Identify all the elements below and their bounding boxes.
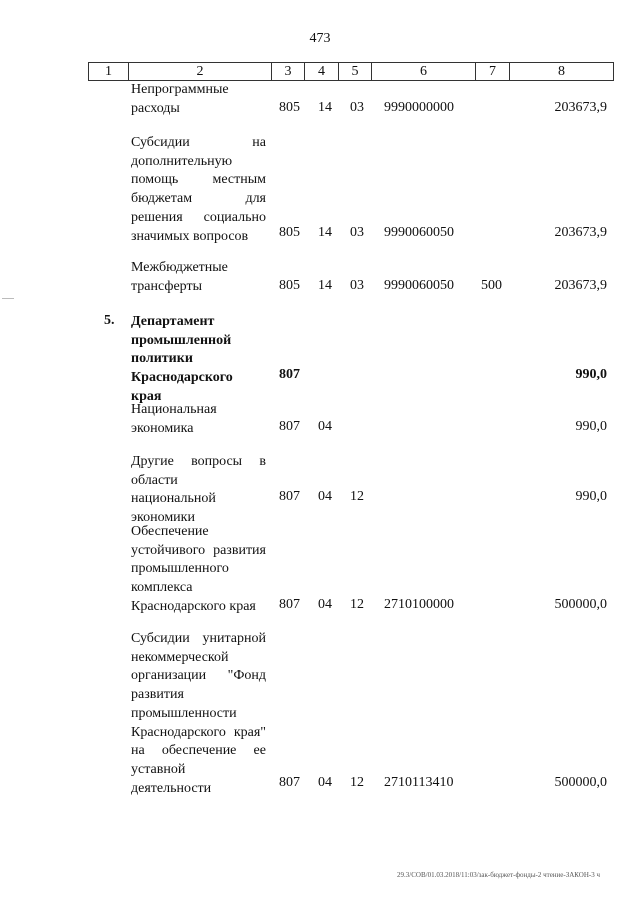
row-code-3: 805 xyxy=(279,100,300,115)
row-code-6: 2710113410 xyxy=(384,775,454,790)
row-code-5: 12 xyxy=(350,597,364,612)
row-amount: 500000,0 xyxy=(554,775,607,790)
row-code-6: 9990000000 xyxy=(384,100,454,115)
row-code-3: 807 xyxy=(279,775,300,790)
header-col-2: 2 xyxy=(129,63,272,80)
row-code-5: 03 xyxy=(350,225,364,240)
row-amount: 203673,9 xyxy=(554,225,607,240)
row-amount: 203673,9 xyxy=(554,100,607,115)
row-amount: 990,0 xyxy=(575,489,607,504)
row-name: Департамент промышленной политики Краснодарского края xyxy=(131,314,233,404)
margin-mark xyxy=(2,298,14,299)
row-code-6: 9990060050 xyxy=(384,278,454,293)
row-code-7: 500 xyxy=(481,278,502,293)
row-name: Межбюджетные трансферты xyxy=(131,260,228,294)
header-col-6: 6 xyxy=(372,63,476,80)
row-code-4: 04 xyxy=(318,489,332,504)
row-code-5: 12 xyxy=(350,489,364,504)
row-name: Субсидии унитарной некоммерческой организации "Фонд развития промышленности Краснодарского края" на обеспечение ее уставной деятельности xyxy=(131,631,266,796)
row-code-4: 14 xyxy=(318,225,332,240)
row-code-3: 805 xyxy=(279,225,300,240)
table-header xyxy=(88,62,614,81)
row-code-5: 03 xyxy=(350,278,364,293)
row-code-4: 04 xyxy=(318,419,332,434)
row-code-6: 9990060050 xyxy=(384,225,454,240)
header-col-4: 4 xyxy=(305,63,339,80)
row-code-3: 807 xyxy=(279,597,300,612)
row-code-3: 807 xyxy=(279,367,300,382)
page-number: 473 xyxy=(309,31,331,46)
header-col-5: 5 xyxy=(339,63,372,80)
row-code-5: 03 xyxy=(350,100,364,115)
header-col-8: 8 xyxy=(558,64,565,79)
row-code-6: 2710100000 xyxy=(384,597,454,612)
row-code-4: 04 xyxy=(318,775,332,790)
header-col-7: 7 xyxy=(476,63,510,80)
footer-code: 29.3/СОВ/01.03.2018/11:03/зак-бюджет-фонды-2 чтение-ЗАКОН-3 ч xyxy=(397,871,600,879)
row-amount: 500000,0 xyxy=(554,597,607,612)
row-amount: 990,0 xyxy=(575,419,607,434)
row-name: Национальная экономика xyxy=(131,402,217,436)
row-number: 5. xyxy=(104,313,115,328)
row-code-4: 14 xyxy=(318,278,332,293)
row-code-5: 12 xyxy=(350,775,364,790)
row-name: Субсидии на дополнительную помощь местным бюджетам для решения социально значимых вопросов xyxy=(131,135,266,244)
row-name: Другие вопросы в области национальной экономики xyxy=(131,454,266,526)
row-name: Непрограммные расходы xyxy=(131,82,229,116)
row-amount: 990,0 xyxy=(575,367,607,382)
row-code-3: 807 xyxy=(279,419,300,434)
row-code-3: 807 xyxy=(279,489,300,504)
row-code-3: 805 xyxy=(279,278,300,293)
row-name: Обеспечение устойчивого развития промышленного комплекса Краснодарского края xyxy=(131,524,266,614)
header-col-1: 1 xyxy=(89,63,129,80)
row-code-4: 04 xyxy=(318,597,332,612)
header-col-3: 3 xyxy=(272,63,305,80)
row-code-4: 14 xyxy=(318,100,332,115)
row-amount: 203673,9 xyxy=(554,278,607,293)
